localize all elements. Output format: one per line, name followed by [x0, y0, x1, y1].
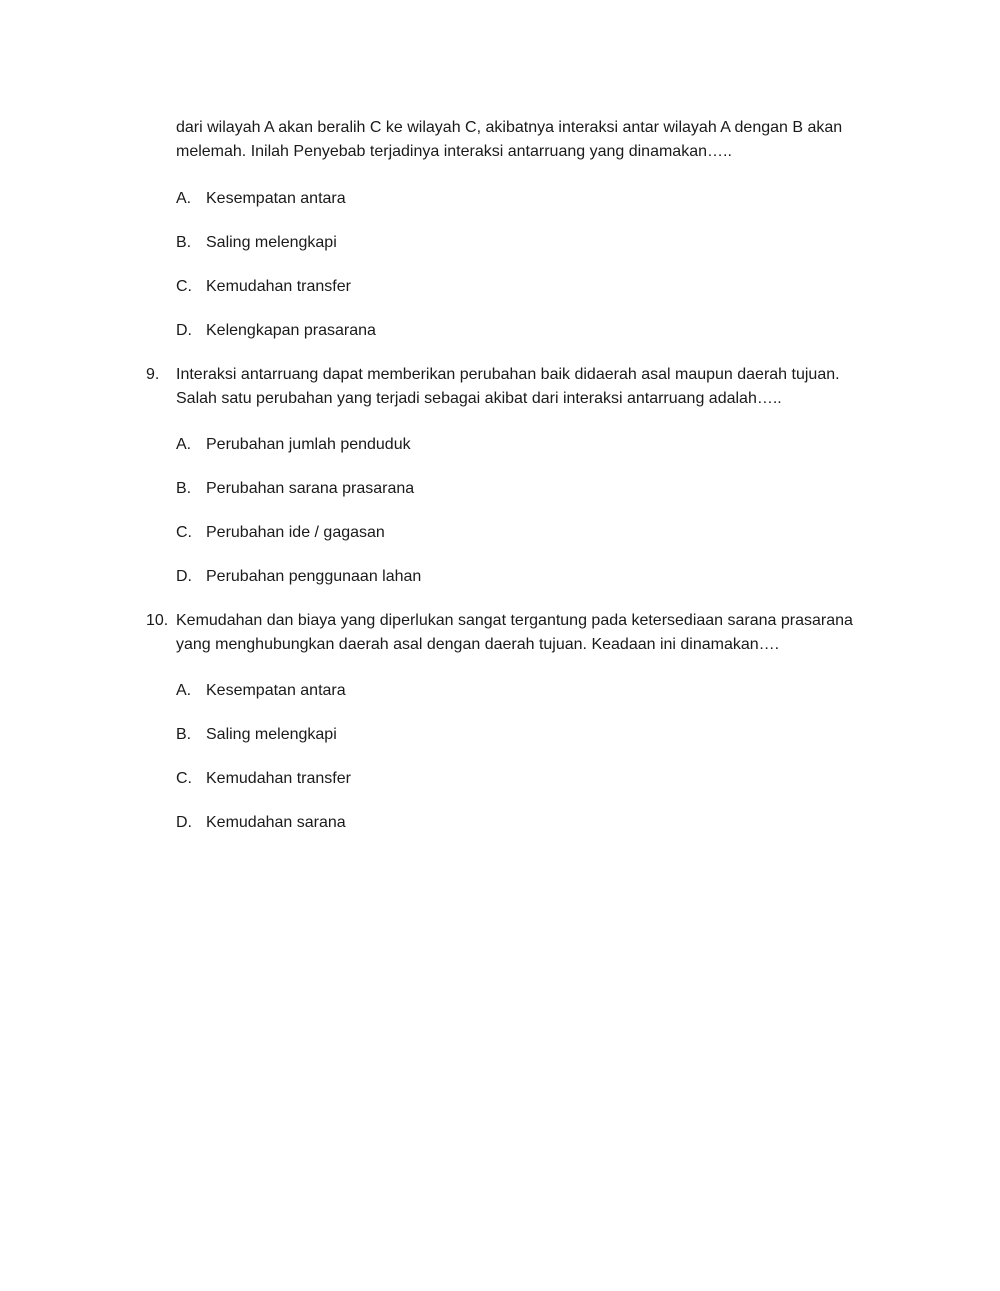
- question-8-option-c[interactable]: [176, 275, 776, 319]
- question-10-stem: [176, 609, 853, 657]
- question-10-stem-line: yang menghubungkan daerah asal dengan daerah tujuan. Keadaan ini dinamakan….: [176, 636, 780, 653]
- question-9-option-b[interactable]: [176, 477, 776, 521]
- option-text: Perubahan ide / gagasan: [206, 524, 385, 541]
- question-8-stem: [176, 116, 896, 164]
- option-text: Kemudahan transfer: [206, 278, 351, 295]
- question-8-stem-line: dari wilayah A akan beralih C ke wilayah C, akibatnya interaksi antar wilayah A dengan B akan: [176, 119, 843, 136]
- question-10-stem-line: Kemudahan dan biaya yang diperlukan sangat tergantung pada ketersediaan sarana prasarana: [176, 612, 853, 629]
- option-letter: A.: [176, 190, 192, 207]
- question-8-option-a[interactable]: [176, 187, 776, 231]
- option-letter: D.: [176, 814, 192, 831]
- option-letter: B.: [176, 480, 192, 497]
- question-10-options: [176, 679, 776, 855]
- question-9-stem-line: Salah satu perubahan yang terjadi sebagai akibat dari interaksi antarruang adalah…..: [176, 390, 782, 407]
- question-10-option-d[interactable]: [176, 811, 776, 855]
- option-letter: C.: [176, 524, 192, 541]
- question-9-stem: [176, 363, 840, 411]
- option-letter: D.: [176, 568, 192, 585]
- option-letter: B.: [176, 234, 192, 251]
- option-letter: B.: [176, 726, 192, 743]
- question-8-options: [176, 187, 776, 363]
- option-text: Kesempatan antara: [206, 682, 346, 699]
- option-text: Perubahan sarana prasarana: [206, 480, 415, 497]
- option-text: Perubahan jumlah penduduk: [206, 436, 411, 453]
- question-9-option-c[interactable]: [176, 521, 776, 565]
- question-10-number: 10.: [146, 612, 169, 629]
- question-10-option-b[interactable]: [176, 723, 776, 767]
- question-10-option-c[interactable]: [176, 767, 776, 811]
- option-letter: A.: [176, 436, 192, 453]
- option-text: Perubahan penggunaan lahan: [206, 568, 422, 585]
- option-letter: D.: [176, 322, 192, 339]
- option-letter: C.: [176, 770, 192, 787]
- question-9-stem-line: Interaksi antarruang dapat memberikan perubahan baik didaerah asal maupun daerah tujuan.: [176, 366, 840, 383]
- option-text: Saling melengkapi: [206, 726, 337, 743]
- option-text: Kemudahan transfer: [206, 770, 351, 787]
- question-9-option-d[interactable]: [176, 565, 776, 609]
- question-10-option-a[interactable]: [176, 679, 776, 723]
- option-text: Saling melengkapi: [206, 234, 337, 251]
- question-9-option-a[interactable]: [176, 433, 776, 477]
- question-9-number: 9.: [146, 366, 160, 383]
- option-letter: A.: [176, 682, 192, 699]
- question-8-option-d[interactable]: [176, 319, 776, 363]
- option-letter: C.: [176, 278, 192, 295]
- option-text: Kemudahan sarana: [206, 814, 346, 831]
- question-9-options: [176, 433, 776, 609]
- option-text: Kelengkapan prasarana: [206, 322, 376, 339]
- option-text: Kesempatan antara: [206, 190, 346, 207]
- question-8-option-b[interactable]: [176, 231, 776, 275]
- question-8-stem-line: melemah. Inilah Penyebab terjadinya interaksi antarruang yang dinamakan…..: [176, 143, 732, 160]
